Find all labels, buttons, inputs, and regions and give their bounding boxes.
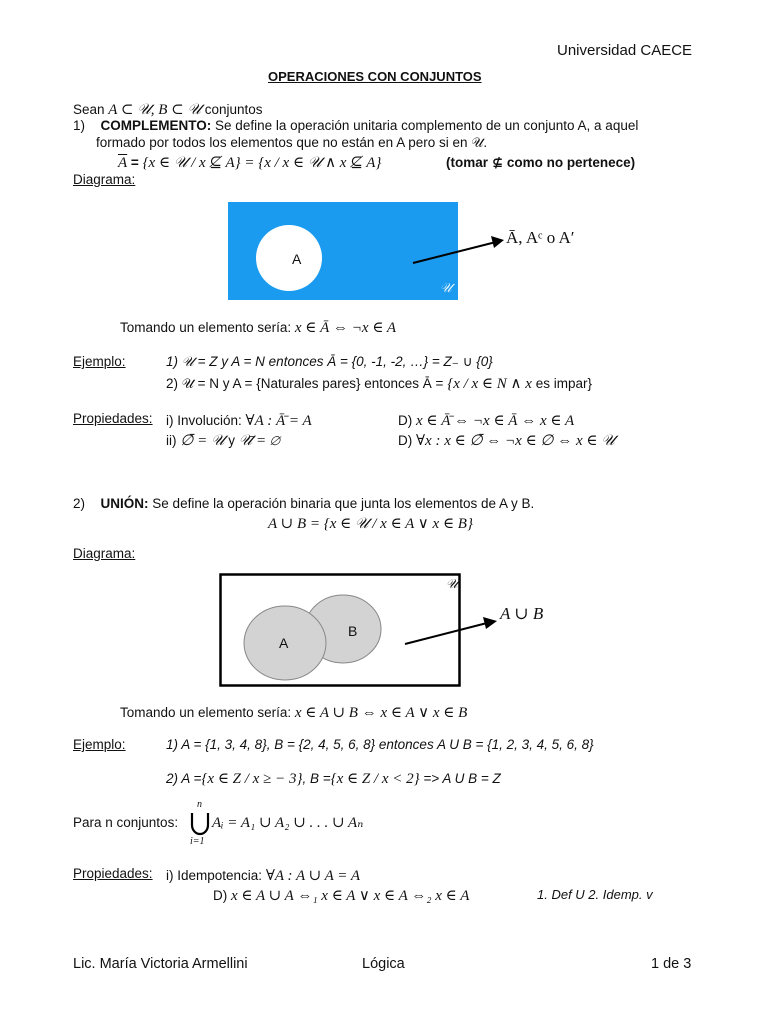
intro-line: Sean A ⊂ 𝒰, B ⊂ 𝒰 conjuntos <box>73 102 263 118</box>
institution-header: Universidad CAECE <box>557 42 693 59</box>
union-venn-diagram <box>219 573 539 689</box>
complemento-prop-vacio-universo: ii) ∅̄ = 𝒰 y 𝒰̄ = ∅ <box>166 433 280 449</box>
complement-arrow-label: Ā, Aᶜ o A′ <box>506 228 575 247</box>
union-n-conjuntos-label: Para n conjuntos: <box>73 815 179 830</box>
union-n-conjuntos-formula: Aᵢ = A₁ ∪ A₂ ∪ . . . ∪ Aₙ <box>212 815 364 831</box>
union-propiedades-label: Propiedades: <box>73 866 153 881</box>
venn-universe-label: 𝒰 <box>440 280 452 295</box>
union-ejemplo-2: 2) A ={x ∈ Z / x ≥ − 3}, B ={x ∈ Z / x < 2} => A U B = Z <box>166 771 501 787</box>
union-demostracion-1: D) x ∈ A ∪ A ⇔₁ x ∈ A ∨ x ∈ A ⇔₂ x ∈ A <box>213 888 470 904</box>
venn-set-a-label: A <box>292 251 302 267</box>
footer-page-number: 1 de 3 <box>651 956 692 972</box>
complemento-ejemplo-label: Ejemplo: <box>73 354 126 369</box>
complemento-line2: formado por todos los elementos que no están en A pero si en 𝒰. <box>96 135 488 150</box>
complement-venn-diagram <box>228 202 558 302</box>
footer-author: Lic. María Victoria Armellini <box>73 956 248 972</box>
big-union-symbol <box>189 811 211 837</box>
union-ejemplo-1: 1) A = {1, 3, 4, 8}, B = {2, 4, 5, 6, 8} entonces A U B = {1, 2, 3, 4, 5, 6, 8} <box>166 737 594 752</box>
union-demostracion-note: 1. Def U 2. Idemp. v <box>537 887 653 902</box>
complemento-demostracion-1: D) x ∈ Ā̄ ⇔ ¬x ∈ Ā ⇔ x ∈ A <box>398 413 575 429</box>
document-title: OPERACIONES CON CONJUNTOS <box>268 69 482 84</box>
complemento-demostracion-2: D) ∀x : x ∈ ∅̄ ⇔ ¬x ∈ ∅ ⇔ x ∈ 𝒰 <box>398 433 615 449</box>
union-set-a-label: A <box>279 635 289 651</box>
complemento-diagram-label: Diagrama: <box>73 172 136 187</box>
union-definition: A ∪ B = {x ∈ 𝒰 / x ∈ A ∨ x ∈ B} <box>268 516 473 532</box>
union-set-b-label: B <box>348 623 358 639</box>
set-a-circle <box>256 225 322 291</box>
footer-subject: Lógica <box>362 956 405 972</box>
complemento-note: (tomar ⊈ como no pertenece) <box>446 155 636 170</box>
complemento-tomando: Tomando un elemento sería: x ∈ Ā ⇔ ¬x ∈ A <box>120 320 397 336</box>
complemento-ejemplo-1: 1) 𝒰 = Z y A = N entonces Ā = {0, -1, -2, …} = Z₋ ∪ {0} <box>166 354 493 369</box>
union-line1: 2) UNIÓN: Se define la operación binaria que junta los elementos de A y B. <box>73 496 535 511</box>
complemento-propiedades-label: Propiedades: <box>73 411 153 426</box>
union-universe-label: 𝒰 <box>446 576 458 591</box>
union-prop-idempotencia: i) Idempotencia: ∀A : A ∪ A = A <box>166 868 361 884</box>
union-diagram-label: Diagrama: <box>73 546 136 561</box>
arrow-head <box>491 236 504 248</box>
union-arrow-label: A ∪ B <box>500 604 544 623</box>
union-arrow-head <box>483 617 497 629</box>
complemento-definition: $\overline{A} = \{x$ ∈ 𝒰 / x ⊈ A} = {x / x ∈ 𝒰 ∧ x ⊈ A} <box>118 155 382 171</box>
union-ejemplo-label: Ejemplo: <box>73 737 126 752</box>
union-big-operator-bottom: i=1 <box>190 836 205 847</box>
union-tomando: Tomando un elemento sería: x ∈ A ∪ B ⇔ x ∈ A ∨ x ∈ B <box>120 705 468 721</box>
union-arrow-line <box>405 623 487 644</box>
union-big-operator-top: n <box>197 799 202 810</box>
complemento-line1: 1) COMPLEMENTO: Se define la operación unitaria complemento de un conjunto A, a aquel <box>73 118 639 133</box>
complemento-prop-involucion: i) Involución: ∀A : Ā̄ = A <box>166 413 312 429</box>
complemento-ejemplo-2: 2) 𝒰 = N y A = {Naturales pares} entonces Ā = {x / x ∈ N ∧ x es impar} <box>166 376 592 392</box>
